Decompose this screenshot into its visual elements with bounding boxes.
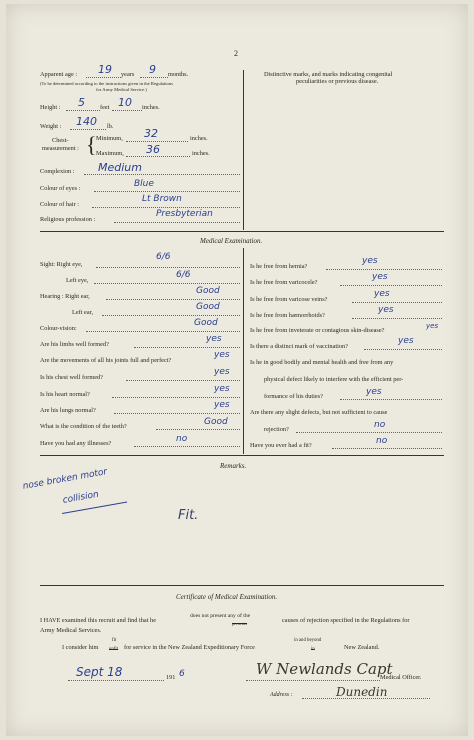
chest-max-unit: inches. [192,150,210,157]
hernia-value: yes [362,256,378,266]
skin-disease-value: yes [426,322,439,330]
varicocele-value: yes [372,272,388,282]
weight-value: 140 [76,115,97,128]
age-months-value: 9 [149,63,156,76]
eyes-label: Colour of eyes : [40,185,81,192]
limbs-value: yes [206,334,222,344]
chest-formed-value: yes [214,367,230,377]
certificate-in-and-beyond: in and beyond [294,638,322,643]
chest-brace: { [86,132,97,157]
lungs-label: Are his lungs normal? [40,407,96,414]
bodily-health-value: yes [366,387,382,397]
age-note-2: for Army Medical Service.) [96,87,147,92]
hearing-left-value: Good [196,302,220,312]
haemorrhoids-label: Is he free from hæmorrhoids? [250,312,325,319]
vaccination-value: yes [398,336,414,346]
document-page [6,4,468,736]
certificate-line1-c: causes of rejection specified in the Regulations for [282,617,410,624]
chest-max-value: 36 [146,143,160,156]
height-feet-unit: feet [100,104,110,111]
page-number: 2 [234,49,238,58]
hearing-right-value: Good [196,286,220,296]
chest-label-2: measurement : [42,145,79,152]
top-divider [243,70,244,230]
remarks-title: Remarks. [220,462,247,470]
vaccination-label: Is there a distinct mark of vaccination? [250,343,348,350]
medical-officer-label: Medical Officer. [380,674,422,681]
certificate-year-prefix: 191 [166,674,176,681]
slight-defects-line-2: rejection? [264,426,289,433]
chest-max-label: Maximum, [96,150,124,157]
age-months-unit: months. [168,71,189,78]
age-years-unit: years [121,71,135,78]
section-rule-1 [40,231,444,232]
joints-label: Are the movements of all his joints full and perfect? [40,357,172,364]
section-rule-2 [40,455,444,456]
skin-disease-label: Is he free from inveterate or contagious skin-disease? [250,327,385,334]
certificate-in-struck: in [311,647,315,652]
certificate-date: Sept 18 [76,665,123,679]
certificate-presents-struck: presents [232,621,248,626]
fit-label: Have you ever had a fit? [250,442,312,449]
certificate-unfit-struck: unfit [109,647,119,652]
religion-label: Religious profession : [40,216,96,223]
height-label: Height : [40,104,61,111]
fit-value: no [376,436,388,446]
age-note-1: (To be determined according to the instructions given in the Regulations [40,81,173,86]
bodily-health-line-2: physical defect likely to interfere with the efficient per- [264,376,404,383]
varicose-label: Is he free from varicose veins? [250,296,328,303]
chest-label-1: Chest- [52,137,69,144]
slight-defects-value: no [374,420,386,430]
certificate-year-value: 6 [179,669,185,679]
hearing-left-label: Left ear, [72,309,94,316]
varicocele-label: Is he free from varicocele? [250,279,318,286]
address-value: Dunedin [336,685,388,699]
age-label: Apparent age : [40,71,78,78]
joints-value: yes [214,350,230,360]
remarks-note-2: collision [62,489,100,506]
hair-value: Lt Brown [142,194,182,204]
exam-title: Medical Examination. [200,237,263,245]
colour-vision-label: Colour-vision: [40,325,77,332]
chest-min-value: 32 [144,127,158,140]
chest-min-unit: inches. [190,135,208,142]
bodily-health-line-1: Is he in good bodily and mental health and free from any [250,359,394,366]
hernia-label: Is he free from hernia? [250,263,308,270]
remarks-note-1: nose broken motor [22,467,108,492]
marks-label-1: Distinctive marks, and marks indicating congenital [264,71,393,78]
illnesses-label: Have you had any illnesses? [40,440,112,447]
hearing-right-label: Hearing : Right ear, [40,293,90,300]
certificate-consider-a: I consider him [62,644,99,651]
certificate-line1-a: I HAVE examined this recruit and find that he [40,617,156,624]
exam-divider [243,248,244,454]
height-feet-value: 5 [78,96,85,109]
sight-left-value: 6/6 [176,270,191,280]
heart-label: Is his heart normal? [40,391,90,398]
certificate-line2: Army Medical Services. [40,627,102,634]
age-years-value: 19 [98,63,112,76]
limbs-label: Are his limbs well formed? [40,341,109,348]
complexion-value: Medium [98,161,142,174]
eyes-value: Blue [134,179,154,189]
certificate-title: Certificate of Medical Examination. [176,593,278,601]
teeth-label: What is the condition of the teeth? [40,423,127,430]
medical-officer-signature: W Newlands Capt [256,660,393,678]
teeth-value: Good [204,417,228,427]
hair-label: Colour of hair : [40,201,79,208]
sight-right-label: Sight: Right eye, [40,261,83,268]
sight-right-value: 6/6 [156,252,171,262]
bodily-health-line-3: formance of his duties? [264,393,323,400]
certificate-consider-b: for service in the New Zealand Expeditionary Force [124,644,255,651]
colour-vision-value: Good [194,318,218,328]
haemorrhoids-value: yes [378,305,394,315]
sight-left-label: Left eye, [66,277,89,284]
weight-label: Weight : [40,123,62,130]
remarks-verdict: Fit. [178,508,199,523]
varicose-value: yes [374,289,390,299]
address-label: Address : [270,692,293,698]
certificate-consider-d: New Zealand. [344,644,380,651]
religion-value: Presbyterian [156,209,213,219]
complexion-label: Complexion : [40,168,75,175]
height-inches-value: 10 [118,96,132,109]
heart-value: yes [214,384,230,394]
section-rule-3 [40,585,444,586]
certificate-fit-word: fit [112,638,117,643]
chest-min-label: Minimum, [96,135,123,142]
certificate-line1-b: does not present any of the [190,613,251,619]
marks-label-2: peculiarities or previous disease. [296,78,379,85]
weight-unit: lb. [107,123,114,130]
slight-defects-line-1: Are there any slight defects, but not sufficient to cause [250,409,388,416]
illnesses-value: no [176,434,188,444]
chest-formed-label: Is his chest well formed? [40,374,103,381]
height-inches-unit: inches. [142,104,160,111]
lungs-value: yes [214,400,230,410]
